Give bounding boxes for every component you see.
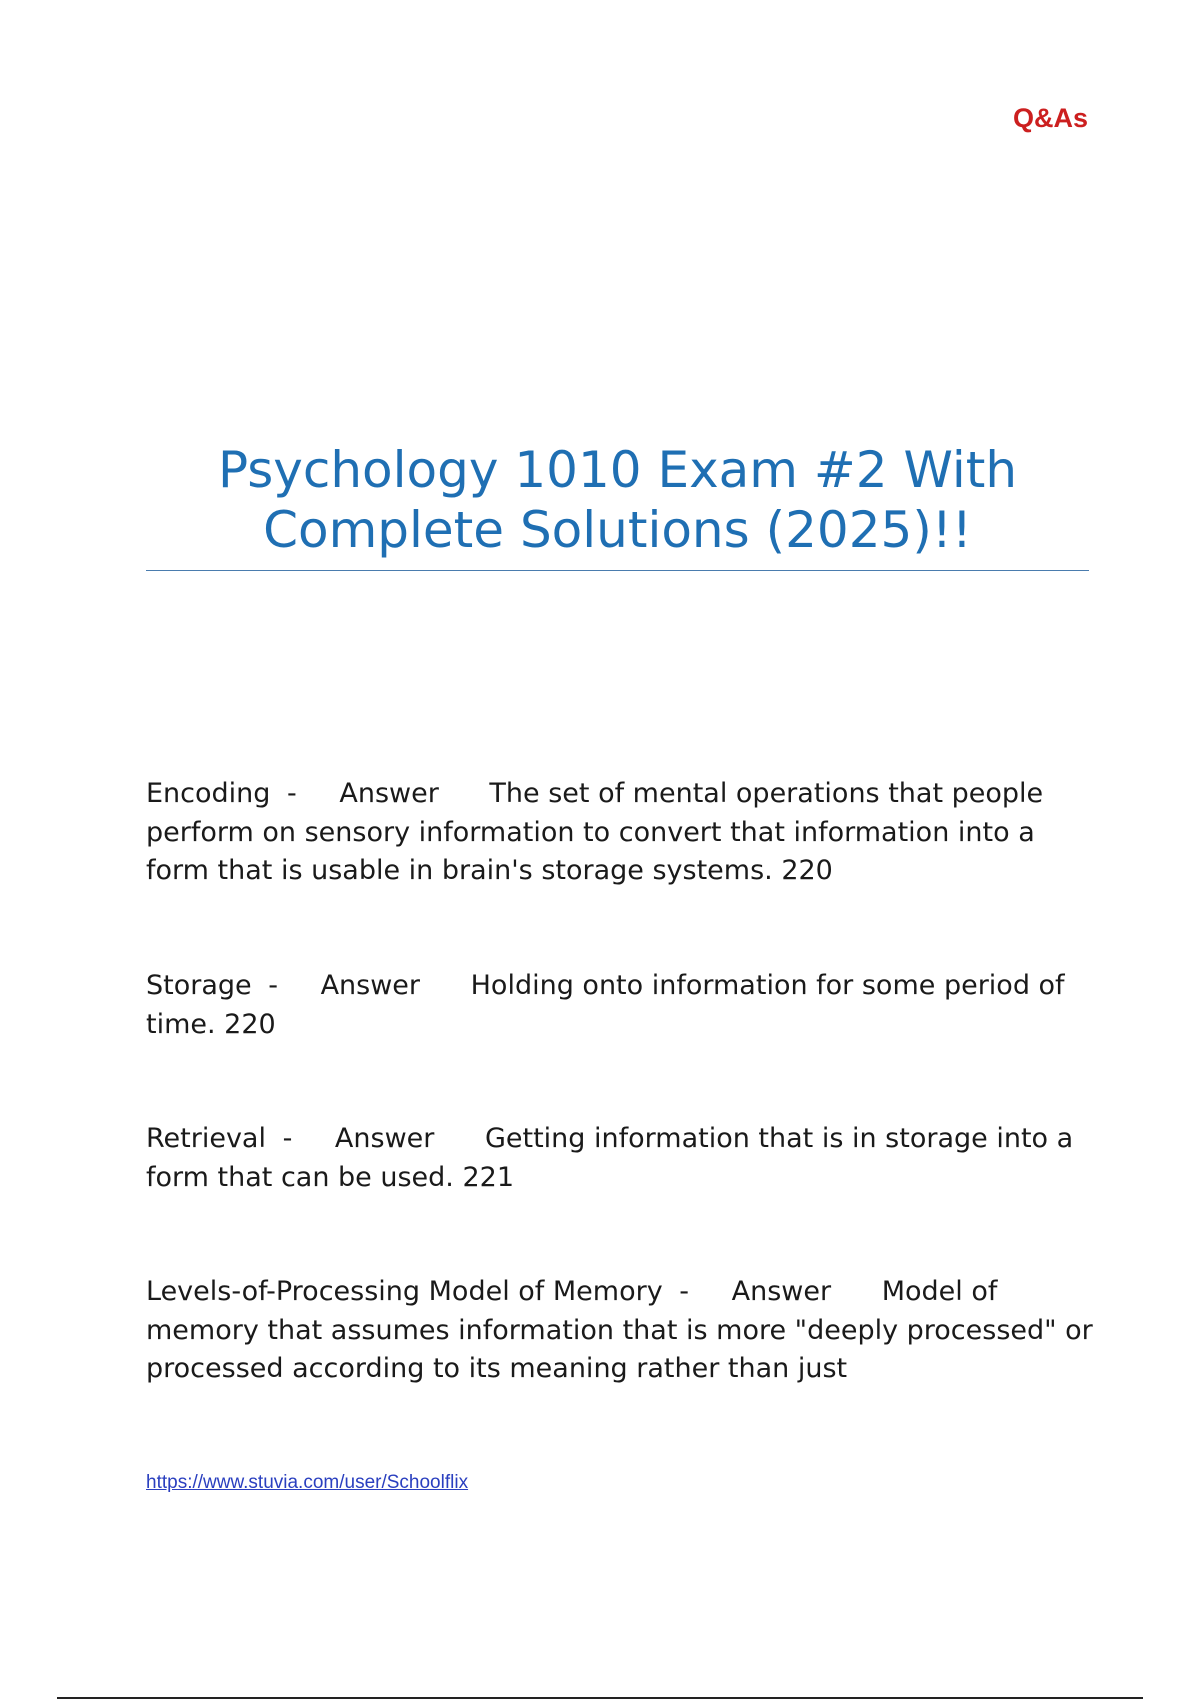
- qa-term: Retrieval: [146, 1123, 266, 1154]
- qa-answer-label: Answer: [731, 1276, 832, 1307]
- qa-item-storage: [146, 967, 1096, 1044]
- qa-item-retrieval: [146, 1120, 1096, 1197]
- qa-answer-label: Answer: [320, 970, 421, 1001]
- qas-header-tag: Q&As: [1012, 103, 1088, 133]
- qa-definition: Holding onto information for some period of time. 220: [146, 970, 1065, 1040]
- qa-term: Storage: [146, 970, 252, 1001]
- qa-separator: -: [268, 970, 278, 1001]
- qa-separator: -: [287, 778, 297, 809]
- qa-definition: Model of memory that assumes information that is more "deeply processed" or processed according to its meaning rather than just: [146, 1276, 1093, 1384]
- qa-item-levels-of-processing: [146, 1273, 1096, 1389]
- footer-source-link[interactable]: https://www.stuvia.com/user/Schoolflix: [146, 1472, 469, 1493]
- bottom-divider: [57, 1697, 1143, 1699]
- qa-separator: -: [282, 1123, 293, 1154]
- qa-separator: -: [679, 1276, 690, 1307]
- qa-definition: Getting information that is in storage into a form that can be used. 221: [146, 1123, 1074, 1193]
- document-title: Psychology 1010 Exam #2 With Complete Solutions (2025)!!: [217, 441, 1018, 559]
- qa-definition: The set of mental operations that people perform on sensory information to convert that information into a form that is usable in brain's storage systems. 220: [146, 778, 1044, 886]
- qa-term: Encoding: [146, 778, 271, 809]
- qa-answer-label: Answer: [339, 778, 439, 809]
- title-block: [146, 440, 1089, 571]
- qa-item-encoding: [146, 775, 1096, 891]
- qa-term: Levels-of-Processing Model of Memory: [146, 1276, 663, 1307]
- qa-answer-label: Answer: [334, 1123, 435, 1154]
